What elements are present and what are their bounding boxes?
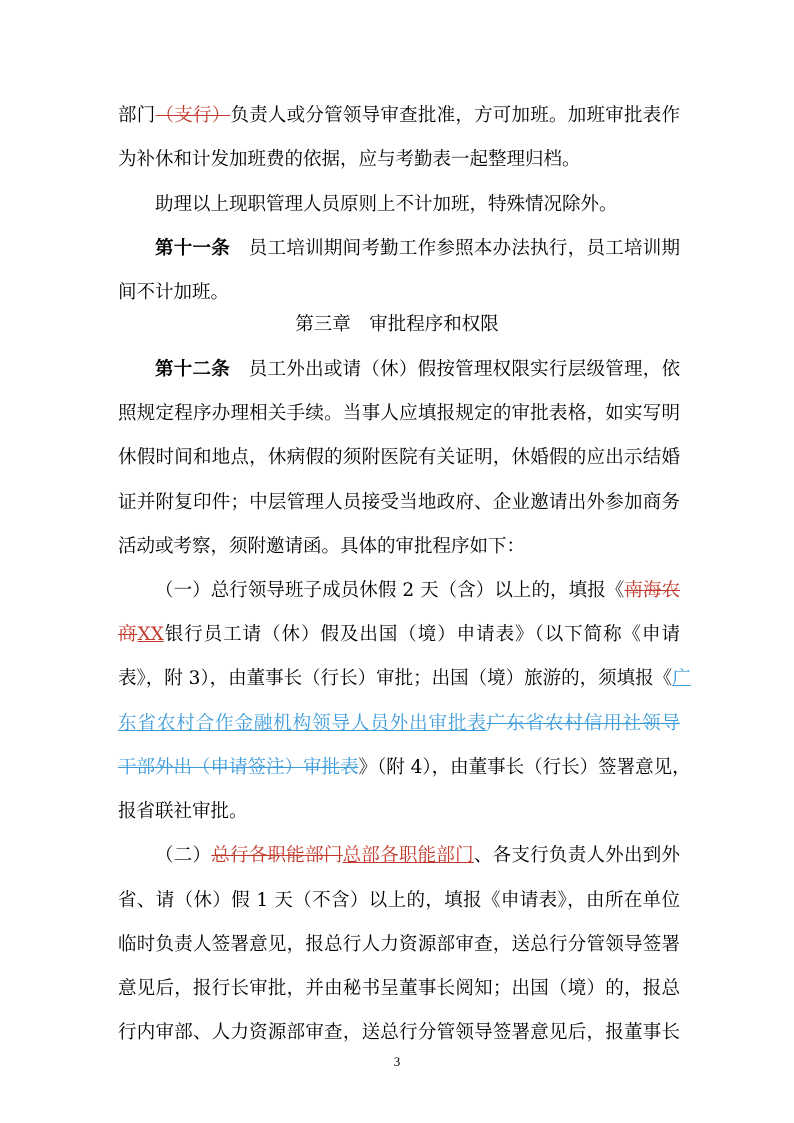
inserted-text: 广 <box>672 668 691 689</box>
text-run: 第三章 审批程序和权限 <box>295 314 499 335</box>
text-run: （二） <box>155 845 212 866</box>
text-run: 》（附 4），由董事长（行长）签署意见， <box>358 757 691 778</box>
article-11-line <box>155 235 680 263</box>
article-12-line <box>155 356 680 384</box>
paragraph-line <box>118 1019 680 1047</box>
paragraph-line <box>118 279 680 307</box>
text-run: 银行员工请（休）假及出国（境）申请表》（以下简称《申请 <box>163 624 680 645</box>
deleted-text: 干部外出（申请签注）审批表 <box>118 757 359 778</box>
page-number: 3 <box>393 1054 401 1069</box>
text-run: 为补休和计发加班费的依据，应与考勤表一起整理归档。 <box>118 149 581 170</box>
text-run: （一）总行领导班子成员休假 2 天（含）以上的，填报《 <box>155 580 625 601</box>
bold-text: 第十二条 <box>155 359 231 380</box>
text-run: 负责人或分管领导审查批准，方可加班。加班审批表作 <box>230 105 680 126</box>
chapter-heading <box>0 311 794 339</box>
text-run: 员工外出或请（休）假按管理权限实行层级管理，依 <box>230 359 680 380</box>
text-run: 意见后，报行长审批，并由秘书呈董事长阅知；出国（境）的，报总 <box>118 978 680 999</box>
text-run: 省、请（休）假 1 天（不含）以上的，填报《申请表》，由所在单位 <box>118 890 680 911</box>
paragraph-line <box>118 444 680 472</box>
text-run: 助理以上现职管理人员原则上不计加班，特殊情况除外。 <box>155 194 618 215</box>
item-1-line <box>155 577 680 605</box>
paragraph-line <box>118 754 691 782</box>
text-run: 间不计加班。 <box>118 282 230 303</box>
text-run: 部门 <box>118 105 156 126</box>
paragraph-line <box>118 102 680 130</box>
paragraph-line <box>155 191 680 219</box>
text-run: 证并附复印件；中层管理人员接受当地政府、企业邀请出外参加商务 <box>118 492 680 513</box>
text-run: 行内审部、人力资源部审查，送总行分管领导签署意见后，报董事长 <box>118 1022 680 1043</box>
deleted-text: 南海农 <box>624 580 680 601</box>
paragraph-line <box>118 798 680 826</box>
text-run: 、各支行负责人外出到外 <box>473 845 680 866</box>
deleted-text: 总行各职能部门 <box>211 845 343 866</box>
bold-text: 第十一条 <box>155 238 231 259</box>
text-run: 活动或考察，须附邀请函。具体的审批程序如下： <box>118 536 526 557</box>
paragraph-line <box>118 400 680 428</box>
paragraph-line <box>118 621 680 649</box>
paragraph-line <box>118 887 680 915</box>
item-2-line <box>155 842 680 870</box>
paragraph-line <box>118 710 680 738</box>
paragraph-line <box>118 931 680 959</box>
paragraph-line <box>118 665 691 693</box>
text-run: 员工培训期间考勤工作参照本办法执行，员工培训期 <box>230 238 680 259</box>
text-run: 照规定程序办理相关手续。当事人应填报规定的审批表格，如实写明 <box>118 403 680 424</box>
deleted-text: （支行） <box>155 105 231 126</box>
text-run: 报省联社审批。 <box>118 801 248 822</box>
inserted-text: XX <box>137 624 164 645</box>
inserted-text: 东省农村合作金融机构领导人员外出审批表 <box>118 713 487 734</box>
text-run: 休假时间和地点，休病假的须附医院有关证明，休婚假的应出示结婚 <box>118 447 680 468</box>
paragraph-line <box>118 489 680 517</box>
paragraph-line <box>118 975 680 1003</box>
text-run: 临时负责人签署意见，报总行人力资源部审查，送总行分管领导签署 <box>118 934 680 955</box>
text-run: 表》，附 3），由董事长（行长）审批；出国（境）旅游的，须填报《 <box>118 668 673 689</box>
paragraph-line <box>118 146 680 174</box>
inserted-text: 总部各职能部门 <box>342 845 474 866</box>
deleted-text: 商 <box>118 624 138 645</box>
paragraph-line <box>118 533 680 561</box>
deleted-text: 广东省农村信用社领导 <box>486 713 680 734</box>
